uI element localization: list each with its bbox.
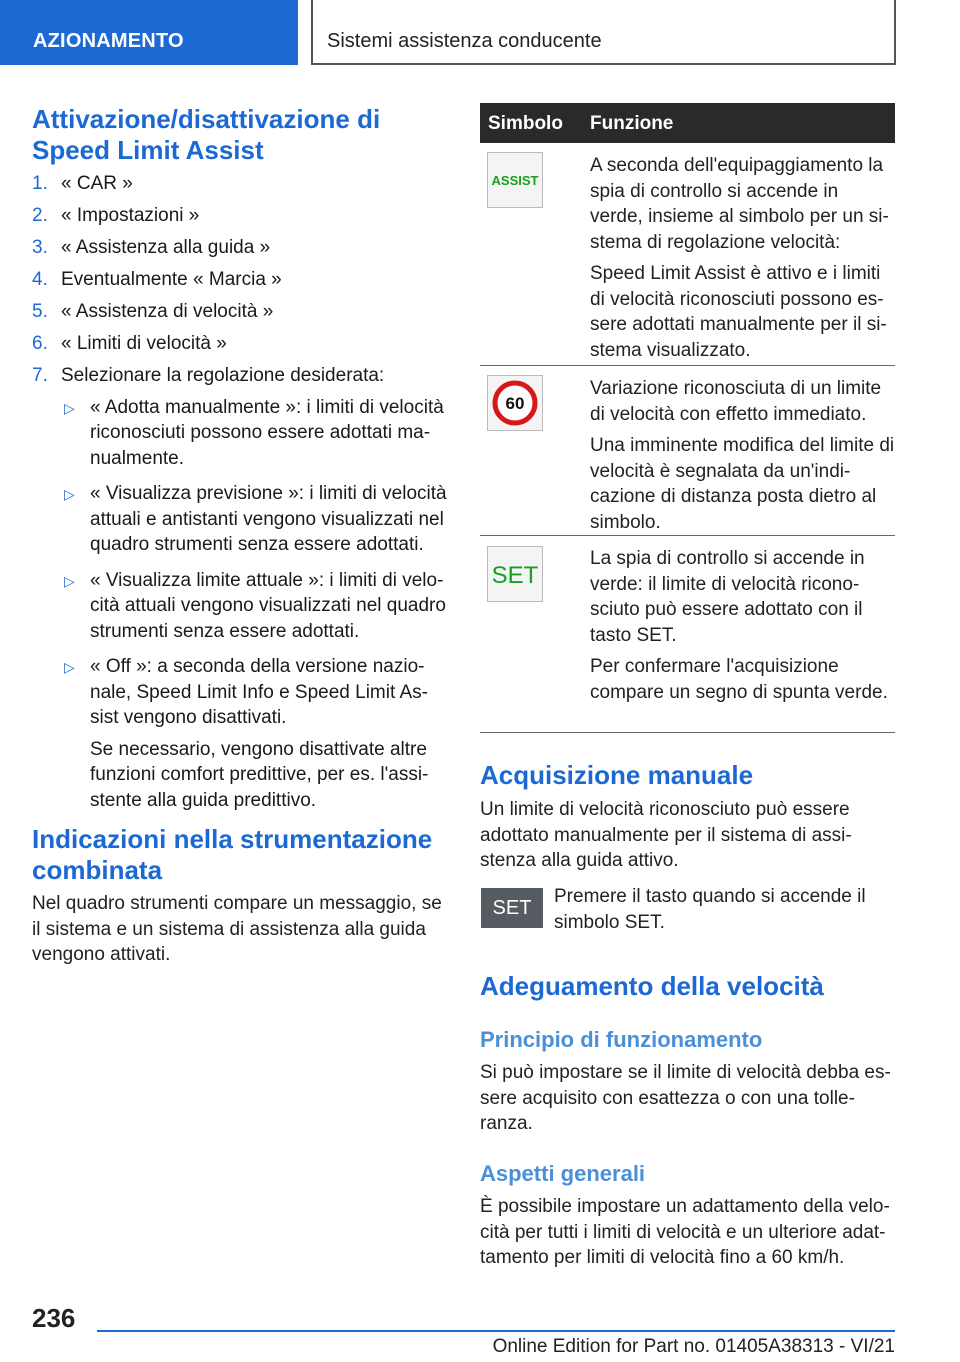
acquisizione-heading: Acquisizione manuale (480, 760, 754, 790)
activation-heading: Attivazione/disattivazione di Speed Limit Assist (32, 104, 381, 165)
acquisizione-text: Un limite di velocità riconosciuto può essere adottato manualmente per il sistema di assi-stenza alla guida attivo. (480, 799, 852, 871)
aspetti-text: È possibile impostare un adattamento della velo-cità per tutti i limiti di velocità e un ulteriore adat-tamento per limiti di velocità fino a 60 km/h. (480, 1196, 890, 1268)
chapter-label: AZIONAMENTO (33, 30, 184, 52)
indicazioni-heading: Indicazioni nella strumentazione combinata (32, 824, 433, 885)
set-instruction: Premere il tasto quando si accende il simbolo SET. (554, 886, 866, 933)
table-row (480, 536, 895, 733)
chapter-tab[interactable] (0, 0, 298, 65)
option-item: ▷ « Adotta manualmente »: i limiti di velocità riconosciuti possono essere adottati ma-nualmente. (64, 396, 444, 469)
step-item: 3. « Assistenza alla guida » (32, 237, 271, 258)
option-item: ▷ « Off »: a seconda della versione nazio-nale, Speed Limit Info e Speed Limit As-sist vengono disattivati. Se necessario, vengono disattivate altre funzioni comfort predittive, per es. l'assi-stente alla guida predittivo. (64, 656, 429, 811)
set-button-icon: SET (481, 888, 543, 928)
assist-icon (487, 152, 543, 208)
triangle-bullet-icon: ▷ (64, 659, 75, 675)
col-symbol: Simbolo (488, 113, 563, 134)
step-item: 6. « Limiti di velocità » (32, 333, 227, 354)
triangle-bullet-icon: ▷ (64, 399, 75, 416)
table-row (480, 143, 895, 366)
function-cell: A seconda dell'equipaggiamento la spia di controllo si accende in verde, insieme al simbolo per un si-stema di regolazione velocità: Speed Limit Assist è attivo e i limiti di velocità riconosciuti possono es-sere adottati manualmente per il si-stema visualizzato. (590, 155, 889, 361)
step-item: 2. « Impostazioni » (32, 205, 200, 226)
indicazioni-text: Nel quadro strumenti compare un messaggio, se il sistema e un sistema di assistenza alla guida vengono attivati. (32, 893, 442, 965)
option-item: ▷ « Visualizza limite attuale »: i limiti di velo-cità attuali vengono visualizzati nel quadro strumenti senza essere adottati. (64, 569, 446, 642)
footer-divider (97, 1330, 895, 1332)
step-item: 1. « CAR » (32, 173, 133, 194)
setting-options (61, 395, 447, 814)
step-item: 4. Eventualmente « Marcia » (32, 269, 282, 290)
page-number: 236 (32, 1303, 76, 1333)
principio-text: Si può impostare se il limite di velocità debba es-sere acquisito con esattezza o con una tolle-ranza. (480, 1062, 891, 1134)
speed-limit-60-icon (487, 375, 543, 431)
principio-heading: Principio di funzionamento (480, 1027, 763, 1052)
col-function: Funzione (590, 113, 674, 134)
set-icon (487, 546, 543, 602)
step-item: 7. Selezionare la regolazione desiderata: ▷ « Adotta manualmente »: i limiti di velocità riconosciuti possono essere adottati ma-nualmente. ▷ « Visualizza previsione »: i limiti di velocità attuali e antistanti vengono visualizzati nel quadro strumenti senza essere adottati. ▷ « Visualizza limite attuale »: i limiti di velo-cità attuali vengono visualizzati nel quadro strumenti senza essere adottati. ▷ « Off »: a seconda della versione nazio-nale, Speed Limit Info e Speed Limit As-sist vengono disattivati. Se necessario, vengono disattivate altre funzioni comfort predittive, per es. l'assi-stente alla guida predittivo. (32, 363, 447, 813)
triangle-bullet-icon: ▷ (64, 572, 75, 589)
set-icon-label: SET (491, 562, 539, 589)
adeguamento-heading: Adeguamento della velocità (480, 971, 824, 1001)
assist-icon-label: ASSIST (491, 173, 539, 188)
speed-limit-value: 60 (505, 394, 525, 413)
aspetti-heading: Aspetti generali (480, 1161, 646, 1186)
edition-text: Online Edition for Part no. 01405A38313 - VI/21 (492, 1336, 895, 1357)
function-cell: Variazione riconosciuta di un limite di velocità con effetto immediato. Una imminente modifica del limite di velocità è segnalata da un'indi-cazione di distanza posta dietro al simbolo. (590, 378, 895, 533)
table-row (480, 366, 895, 536)
symbol-table (480, 103, 895, 733)
activation-steps (32, 171, 447, 823)
triangle-bullet-icon: ▷ (64, 486, 75, 502)
section-tab (311, 0, 896, 65)
table-header (480, 103, 895, 143)
step-item: 5. « Assistenza di velocità » (32, 301, 274, 322)
section-label: Sistemi assistenza conducente (327, 30, 602, 52)
function-cell: La spia di controllo si accende in verde: il limite di velocità ricono-sciuto può essere adottato con il tasto SET. Per confermare l'acquisizione compare un segno di spunta verde. (590, 548, 888, 703)
option-item: ▷ « Visualizza previsione »: i limiti di velocità attuali e antistanti vengono visualizzati nel quadro strumenti senza essere adottati. (64, 483, 447, 555)
